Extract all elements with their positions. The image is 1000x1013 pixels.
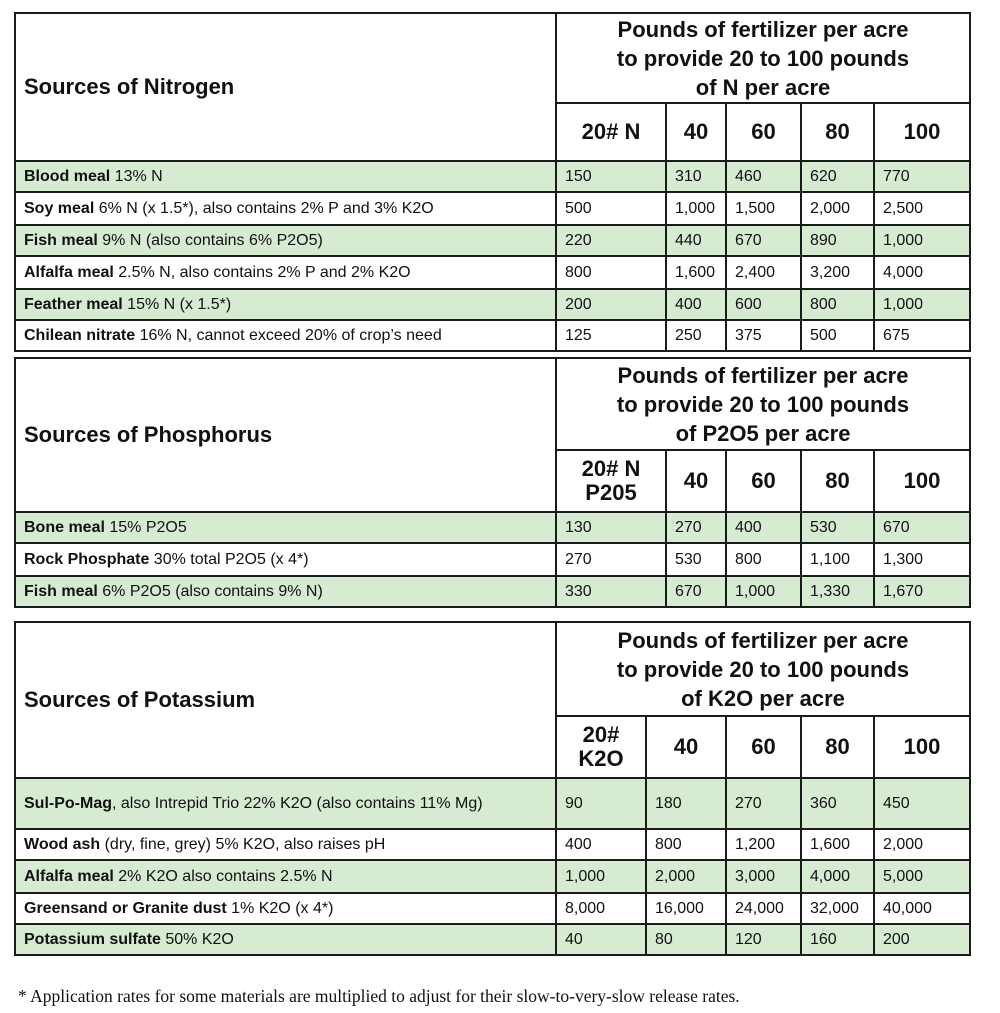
value-cell: 670 [726, 225, 801, 256]
value-cell: 2,500 [874, 192, 970, 225]
source-cell [15, 512, 556, 543]
value-cell: 4,000 [801, 860, 874, 893]
column-header: 60 [726, 103, 801, 161]
value-cell: 530 [666, 543, 726, 576]
source-name: Feather meal [24, 295, 123, 313]
source-description: 2% K2O also contains 2.5% N [113, 867, 333, 885]
source-cell [15, 924, 556, 955]
column-header: 60 [726, 716, 801, 778]
source-cell [15, 576, 556, 607]
column-header: 40 [666, 450, 726, 512]
table-row [15, 289, 970, 320]
source-description: 6% N (x 1.5*), also contains 2% P and 3% K2O [94, 199, 434, 217]
table-row [15, 161, 970, 192]
column-header: 40 [666, 103, 726, 161]
value-cell: 8,000 [556, 893, 646, 924]
source-name: Rock Phosphate [24, 550, 150, 568]
value-cell: 1,600 [801, 829, 874, 860]
footnote: * Application rates for some materials are multiplied to adjust for their slow-to-very-slow release rates. [18, 986, 740, 1006]
source-name: Wood ash [24, 835, 101, 853]
source-name: Alfalfa meal [24, 263, 114, 281]
source-name: Bone meal [24, 518, 105, 536]
source-description: 50% K2O [160, 930, 234, 948]
value-cell: 670 [874, 512, 970, 543]
value-cell: 460 [726, 161, 801, 192]
value-cell: 32,000 [801, 893, 874, 924]
value-cell: 160 [801, 924, 874, 955]
value-cell: 1,670 [874, 576, 970, 607]
value-cell: 1,600 [666, 256, 726, 289]
value-cell: 1,000 [874, 225, 970, 256]
source-cell [15, 893, 556, 924]
column-header: 20# N P205 [556, 450, 666, 512]
source-description: 15% P2O5 [104, 518, 187, 536]
value-cell: 440 [666, 225, 726, 256]
value-cell: 2,000 [646, 860, 726, 893]
value-cell: 120 [726, 924, 801, 955]
value-cell: 770 [874, 161, 970, 192]
column-header: 100 [874, 103, 970, 161]
source-cell [15, 225, 556, 256]
column-header: 20# K2O [556, 716, 646, 778]
source-cell [15, 192, 556, 225]
table-title: Sources of Phosphorus [15, 358, 556, 512]
value-cell: 2,000 [801, 192, 874, 225]
source-description: 9% N (also contains 6% P2O5) [97, 231, 323, 249]
value-cell: 675 [874, 320, 970, 351]
source-description: , also Intrepid Trio 22% K2O (also contains 11% Mg) [112, 794, 483, 812]
value-cell: 890 [801, 225, 874, 256]
value-cell: 800 [726, 543, 801, 576]
value-cell: 400 [556, 829, 646, 860]
source-name: Greensand or Granite dust [24, 899, 227, 917]
value-cell: 400 [666, 289, 726, 320]
source-name: Soy meal [24, 199, 95, 217]
table-row [15, 778, 970, 829]
value-cell: 330 [556, 576, 666, 607]
table-row [15, 225, 970, 256]
value-cell: 620 [801, 161, 874, 192]
value-cell: 600 [726, 289, 801, 320]
value-cell: 24,000 [726, 893, 801, 924]
value-cell: 500 [556, 192, 666, 225]
column-header: 80 [801, 103, 874, 161]
value-cell: 220 [556, 225, 666, 256]
source-cell [15, 829, 556, 860]
source-cell [15, 320, 556, 351]
value-cell: 200 [556, 289, 666, 320]
value-cell: 270 [666, 512, 726, 543]
value-cell: 1,000 [726, 576, 801, 607]
source-description: 16% N, cannot exceed 20% of crop’s need [135, 326, 442, 344]
value-cell: 1,500 [726, 192, 801, 225]
value-cell: 40 [556, 924, 646, 955]
table-main-header: Pounds of fertilizer per acre to provide 20 to 100 pounds of N per acre [556, 13, 970, 103]
source-cell [15, 256, 556, 289]
value-cell: 40,000 [874, 893, 970, 924]
source-cell [15, 289, 556, 320]
source-cell [15, 543, 556, 576]
phosphorus-table [14, 357, 971, 608]
source-name: Fish meal [24, 582, 98, 600]
source-description: 30% total P2O5 (x 4*) [149, 550, 309, 568]
value-cell: 670 [666, 576, 726, 607]
source-description: 13% N [110, 167, 163, 185]
value-cell: 180 [646, 778, 726, 829]
value-cell: 450 [874, 778, 970, 829]
table-title: Sources of Nitrogen [15, 13, 556, 161]
column-header: 20# N [556, 103, 666, 161]
value-cell: 150 [556, 161, 666, 192]
table-row [15, 543, 970, 576]
value-cell: 3,000 [726, 860, 801, 893]
value-cell: 500 [801, 320, 874, 351]
source-description: 1% K2O (x 4*) [226, 899, 334, 917]
source-cell [15, 778, 556, 829]
value-cell: 3,200 [801, 256, 874, 289]
value-cell: 250 [666, 320, 726, 351]
source-name: Chilean nitrate [24, 326, 136, 344]
value-cell: 530 [801, 512, 874, 543]
value-cell: 800 [556, 256, 666, 289]
value-cell: 5,000 [874, 860, 970, 893]
potassium-table [14, 621, 971, 956]
table-row [15, 860, 970, 893]
value-cell: 16,000 [646, 893, 726, 924]
table-row [15, 576, 970, 607]
value-cell: 270 [556, 543, 666, 576]
table-row [15, 893, 970, 924]
value-cell: 130 [556, 512, 666, 543]
nitrogen-table [14, 12, 971, 352]
value-cell: 1,330 [801, 576, 874, 607]
value-cell: 80 [646, 924, 726, 955]
value-cell: 1,000 [874, 289, 970, 320]
source-description: 15% N (x 1.5*) [122, 295, 232, 313]
source-cell [15, 161, 556, 192]
column-header: 40 [646, 716, 726, 778]
table-row [15, 256, 970, 289]
source-name: Alfalfa meal [24, 867, 114, 885]
value-cell: 1,000 [666, 192, 726, 225]
table-row [15, 512, 970, 543]
column-header: 100 [874, 450, 970, 512]
table-main-header: Pounds of fertilizer per acre to provide 20 to 100 pounds of P2O5 per acre [556, 358, 970, 450]
column-header: 80 [801, 450, 874, 512]
source-name: Blood meal [24, 167, 111, 185]
column-header: 60 [726, 450, 801, 512]
value-cell: 800 [646, 829, 726, 860]
source-description: 6% P2O5 (also contains 9% N) [97, 582, 323, 600]
table-row [15, 320, 970, 351]
source-name: Fish meal [24, 231, 98, 249]
value-cell: 1,000 [556, 860, 646, 893]
value-cell: 4,000 [874, 256, 970, 289]
value-cell: 125 [556, 320, 666, 351]
value-cell: 1,100 [801, 543, 874, 576]
table-row [15, 829, 970, 860]
value-cell: 360 [801, 778, 874, 829]
table-main-header: Pounds of fertilizer per acre to provide 20 to 100 pounds of K2O per acre [556, 622, 970, 716]
value-cell: 375 [726, 320, 801, 351]
table-row [15, 924, 970, 955]
value-cell: 270 [726, 778, 801, 829]
value-cell: 1,200 [726, 829, 801, 860]
value-cell: 200 [874, 924, 970, 955]
source-cell [15, 860, 556, 893]
column-header: 100 [874, 716, 970, 778]
column-header: 80 [801, 716, 874, 778]
value-cell: 400 [726, 512, 801, 543]
table-row [15, 192, 970, 225]
value-cell: 2,400 [726, 256, 801, 289]
table-title: Sources of Potassium [15, 622, 556, 778]
value-cell: 90 [556, 778, 646, 829]
value-cell: 1,300 [874, 543, 970, 576]
source-description: 2.5% N, also contains 2% P and 2% K2O [113, 263, 411, 281]
value-cell: 310 [666, 161, 726, 192]
source-description: (dry, fine, grey) 5% K2O, also raises pH [100, 835, 386, 853]
value-cell: 2,000 [874, 829, 970, 860]
value-cell: 800 [801, 289, 874, 320]
source-name: Sul-Po-Mag [24, 794, 112, 812]
source-name: Potassium sulfate [24, 930, 161, 948]
